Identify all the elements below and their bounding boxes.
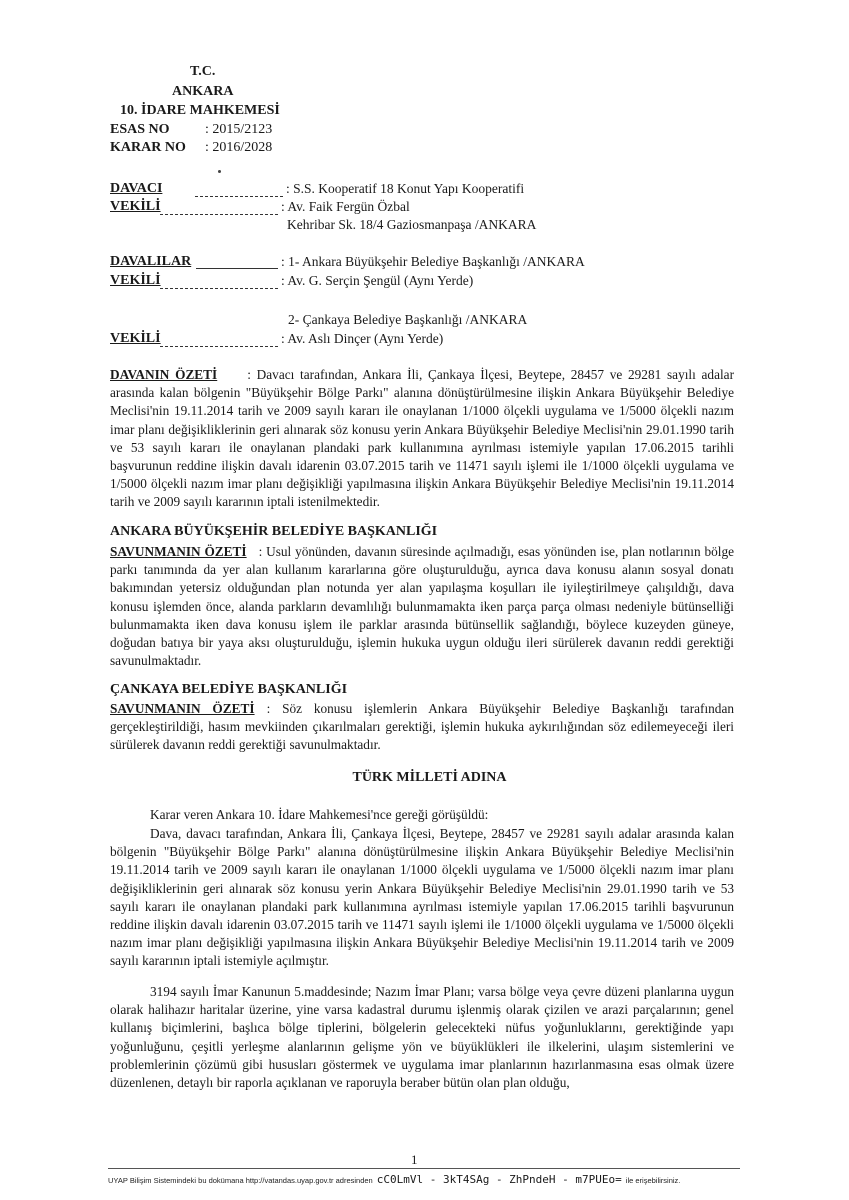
city-label: ANKARA (172, 84, 234, 99)
davanin-ozeti-paragraph (110, 366, 734, 512)
vekili-value: : Av. Aslı Dinçer (Aynı Yerde) (281, 331, 444, 346)
dotted-leader (160, 346, 278, 347)
vekili-label: VEKİLİ (110, 199, 161, 214)
footer-text-end: ile erişebilirsiniz. (625, 1176, 681, 1185)
abb-heading: ANKARA BÜYÜKŞEHİR BELEDİYE BAŞKANLIĞI (110, 524, 438, 539)
davanin-ozeti-label: DAVANIN ÖZETİ (110, 367, 218, 382)
davalilar-label: DAVALILAR (110, 254, 192, 269)
decision-paragraph-1: Dava, davacı tarafından, Ankara İli, Çankaya İlçesi, Beytepe, 28457 ve 29281 sayılı adalar arasında kalan bölgenin "Büyükşehir Bölge Parkı" alanına dönüştürülmesine ilişkin Ankara Büyükşehir Belediye Meclisi'nin 19.11.2014 tarih ve 2009 sayılı kararı ile onaylanan 1/1000 ölçekli uygulama ve 1/5000 ölçekli nazım imar planı değişikliklerinin geri alınarak söz konusu yerin Ankara Büyükşehir Belediye Meclisi'nin 29.01.1990 tarih ve 53 sayılı kararı ile onaylanan plandaki park kullanımına ayrılması istemiyle yapılan 17.06.2015 tarihli başvurunun reddine ilişkin davalı idarenin 03.07.2015 tarih ve 11471 sayılı işlemi ile 1/1000 ölçekli uygulama ve 1/5000 ölçekli nazım imar planı değişikliği yapılmasına ilişkin Ankara Büyükşehir Belediye Meclisi'nin 19.11.2014 tarih ve 2009 sayılı kararının iptali istemiyle açılmıştır. (110, 826, 734, 969)
esas-value: : 2015/2123 (205, 122, 273, 137)
davalilar-value: : 1- Ankara Büyükşehir Belediye Başkanlığı /ANKARA (281, 254, 585, 269)
karar-value: : 2016/2028 (205, 140, 273, 155)
davaci-label: DAVACI (110, 181, 163, 196)
footer-text: UYAP Bilişim Sistemindeki bu dokümana http://vatandas.uyap.gov.tr adresinden (108, 1176, 373, 1185)
dotted-leader (195, 196, 283, 197)
vekili-value: : Av. G. Serçin Şengül (Aynı Yerde) (281, 273, 474, 288)
cankaya-defense-paragraph (110, 700, 734, 755)
cankaya-heading: ÇANKAYA BELEDİYE BAŞKANLIĞI (110, 682, 348, 697)
underline-rule (196, 268, 278, 269)
cankaya-savunma-label: SAVUNMANIN ÖZETİ (110, 701, 255, 716)
cankaya-savunma-text: : Söz konusu işlemlerin Ankara Büyükşehir Belediye Başkanlığı tarafından gerçekleştirildiği, hasım mevkiinden çıkarılmaları gerektiği, işlemin hukuka aykırılığından söz edilemeyeceği ileri sürülerek davanın reddi gerektiği savunulmaktadır. (110, 701, 734, 753)
davali-2: 2- Çankaya Belediye Başkanlığı /ANKARA (288, 312, 528, 327)
decision-paragraph-2: 3194 sayılı İmar Kanunun 5.maddesinde; Nazım İmar Planı; varsa bölge veya çevre düzeni planlarına uygun olarak halihazır haritalar üzerine, yine varsa kadastral durumu işlenmiş olarak çizilen ve arazi parçalarının; genel kullanış biçimlerini, başlıca bölge tiplerini, bölgelerin gelecekteki nüfus yoğunluklarını, gerektiğinde yapı yoğunluğunu, çeşitli yerleşme alanlarının gelişme yön ve büyüklükleri ile ilkelerini, ulaşım sistemlerini ve problemlerinin çözümü gibi hususları göstermek ve uygulama imar planlarının hazırlanmasına esas olmak üzere düzenlenen, detaylı bir raporla açıklanan ve raporuyla beraber bütün olan plan olduğu, (110, 984, 734, 1091)
abb-defense-paragraph (110, 543, 734, 670)
vekili-label: VEKİLİ (110, 273, 161, 288)
vekili-address: Kehribar Sk. 18/4 Gaziosmanpaşa /ANKARA (287, 217, 537, 232)
davaci-value: : S.S. Kooperatif 18 Konut Yapı Kooperatifi (286, 181, 525, 196)
decision-heading: TÜRK MİLLETİ ADINA (352, 770, 507, 785)
decision-intro: Karar veren Ankara 10. İdare Mahkemesi'nce gereği görüşüldü: (150, 807, 489, 822)
page-number: 1 (411, 1152, 418, 1167)
abb-savunma-text: : Usul yönünden, davanın süresinde açılmadığı, esas yönünden ise, plan notlarının bölge parkı tanımında da yer alan kullanım kararlarına göre oluşturulduğu, ayrıca dava konusu alanın sosyal donatı bakımından yetersiz olduğundan plan notunda yer alan yapılaşma koşulları ile iyileştirilmeye çalışıldığı, dava konusu işlemden önce, alanda parkların devamlılığı bulunmamakta iken parça parça olması nedeniyle bütünselliği bulunmamakta iken dava konusu işlem ile parklar arasında bütünsellik sağlandığı, böylece kuzeyden güneye, doğudan batıya bir yaya aksı oluşturulduğu, işlemin hukuka uygun olduğu ileri sürülerek davanın reddi gerektiği savunulmaktadır. (110, 544, 734, 669)
vekili-value: : Av. Faik Fergün Özbal (281, 199, 410, 214)
footer-rule (108, 1168, 740, 1169)
footer (108, 1170, 680, 1188)
esas-label: ESAS NO (110, 122, 170, 137)
dotted-leader (160, 214, 278, 215)
davanin-ozeti-text: : Davacı tarafından, Ankara İli, Çankaya İlçesi, Beytepe, 28457 ve 29281 sayılı adalar arasında kalan bölgenin "Büyükşehir Bölge Parkı" alanına dönüştürülmesine ilişkin Ankara Büyükşehir Belediye Meclisi'nin 19.11.2014 tarih ve 2009 sayılı kararı ile onaylanan 1/1000 ölçekli uygulama ve 1/5000 ölçekli nazım imar planı değişikliklerinin geri alınarak söz konusu yerin Ankara Büyükşehir Belediye Meclisi'nin 29.01.1990 tarih ve 53 sayılı kararı ile onaylanan plandaki park kullanımına ayrılması istemiyle yapılan 17.06.2015 tarihli başvurunun reddine ilişkin davalı idarenin 03.07.2015 tarih ve 11471 sayılı işlemi ile 1/1000 ölçekli uygulama ve 1/5000 ölçekli nazım imar planı değişikliği yapılmasına ilişkin Ankara Büyükşehir Belediye Meclisi'nin 19.11.2014 tarih ve 2009 sayılı kararının iptali istenilmektedir. (110, 367, 735, 510)
abb-savunma-label: SAVUNMANIN ÖZETİ (110, 544, 247, 559)
tc-label: T.C. (190, 64, 216, 79)
speck-mark (218, 170, 221, 173)
dotted-leader (160, 288, 278, 289)
footer-access-code: cC0LmVl - 3kT4SAg - ZhPndeH - m7PUEo= (376, 1173, 622, 1186)
vekili-label: VEKİLİ (110, 331, 161, 346)
karar-label: KARAR NO (110, 140, 186, 155)
court-name: 10. İDARE MAHKEMESİ (120, 103, 280, 118)
